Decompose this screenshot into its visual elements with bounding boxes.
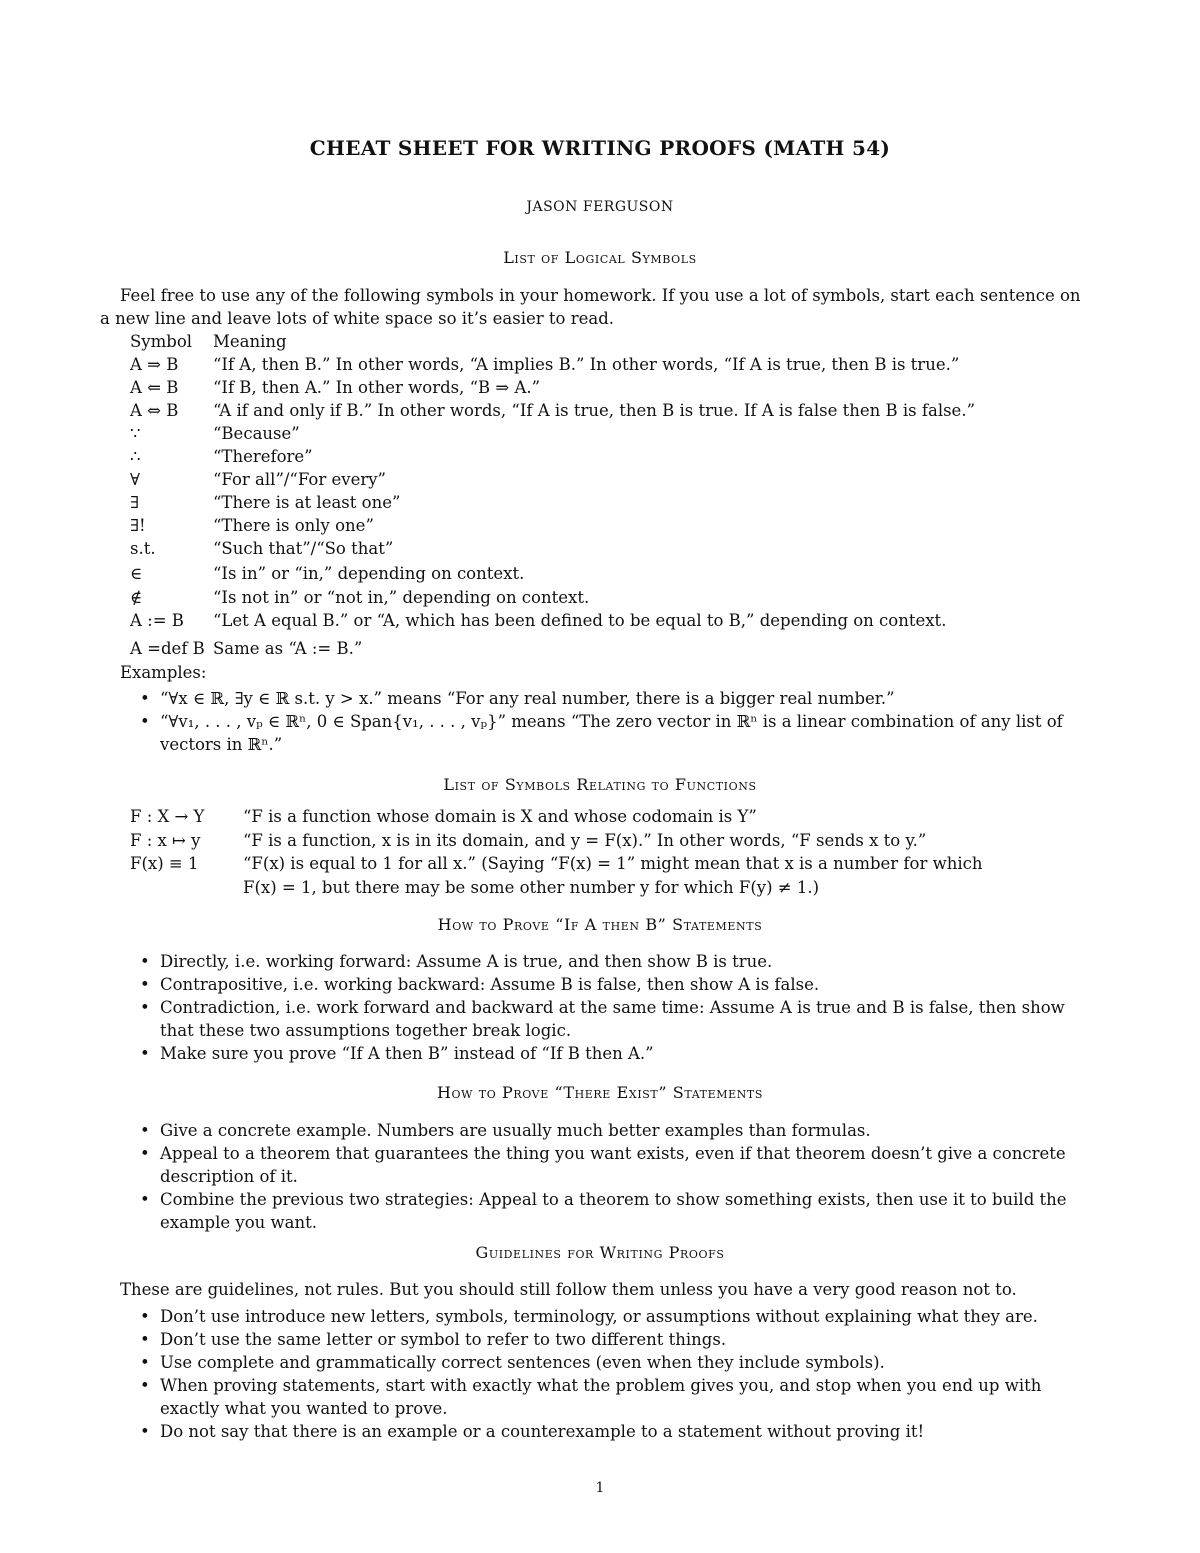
guidelines-intro: These are guidelines, not rules. But you should still follow them unless you have a very good reason not to. [120,1280,1017,1299]
section-heading-guidelines: Guidelines for Writing Proofs [475,1243,725,1262]
meaning-cell: “Therefore” [213,447,313,466]
guidelines-list [130,1305,1102,1443]
page-number: 1 [595,1480,605,1496]
list-item: • Do not say that there is an example or a counterexample to a statement without proving it! [130,1420,1102,1443]
list-item: • Contrapositive, i.e. working backward: Assume B is false, then show A is false. [130,973,1102,996]
list-item: • When proving statements, start with exactly what the problem gives you, and stop when you end up with exactly what you wanted to prove. [130,1374,1102,1420]
meaning-cell: “Such that”/“So that” [213,539,394,558]
there-exist-list [130,1119,1102,1234]
list-item: • Give a concrete example. Numbers are usually much better examples than formulas. [130,1119,1102,1142]
symbol-cell: A ⇒ B [130,355,179,374]
meaning-cell: Same as “A := B.” [213,639,363,658]
symbol-cell: A := B [130,611,184,630]
examples-list [130,687,1102,756]
symbol-cell: ∵ [130,424,141,443]
examples-label: Examples: [120,663,207,682]
meaning-cell: “F is a function whose domain is X and whose codomain is Y” [243,807,757,826]
document-title: CHEAT SHEET FOR WRITING PROOFS (MATH 54) [309,136,891,160]
section-heading-if-then: How to Prove “If A then B” Statements [437,915,763,934]
column-header-meaning: Meaning [213,332,287,351]
symbol-cell: A =def B [130,639,205,658]
meaning-cell: “For all”/“For every” [213,470,386,489]
list-item: • Combine the previous two strategies: Appeal to a theorem to show something exists, then use it to build the example you want. [130,1188,1102,1234]
meaning-cell: “There is at least one” [213,493,401,512]
meaning-cell: “A if and only if B.” In other words, “If A is true, then B is true. If A is false then B is false.” [213,401,976,420]
symbol-cell: ∉ [130,588,143,607]
symbol-cell: s.t. [130,539,156,558]
if-then-list [130,950,1102,1065]
meaning-cell: “Is not in” or “not in,” depending on context. [213,588,590,607]
symbol-cell: ∃! [130,516,146,535]
symbol-cell: ∀ [130,470,140,489]
symbol-cell: ∴ [130,447,141,466]
section-heading-there-exist: How to Prove “There Exist” Statements [437,1083,763,1102]
meaning-cell: “If A, then B.” In other words, “A implies B.” In other words, “If A is true, then B is true.” [213,355,960,374]
section-heading-logical-symbols: List of Logical Symbols [503,248,697,267]
meaning-cell: “F(x) is equal to 1 for all x.” (Saying “F(x) = 1” might mean that x is a number for which [243,854,983,873]
meaning-cell: “Because” [213,424,300,443]
symbol-cell: F(x) ≡ 1 [130,854,199,873]
meaning-cell: “If B, then A.” In other words, “B ⇒ A.” [213,378,541,397]
list-item: • Don’t use introduce new letters, symbols, terminology, or assumptions without explaining what they are. [130,1305,1102,1328]
symbol-cell: A ⇔ B [130,401,179,420]
list-item: • Contradiction, i.e. work forward and backward at the same time: Assume A is true and B is false, then show that these two assumptions together break logic. [130,996,1102,1042]
list-item: • “∀v₁, . . . , vₚ ∈ ℝⁿ, 0 ∈ Span{v₁, . . . , vₚ}” means “The zero vector in ℝⁿ is a linear combination of any list of vectors in ℝⁿ.” [130,710,1102,756]
list-item: • Appeal to a theorem that guarantees the thing you want exists, even if that theorem doesn’t give a concrete description of it. [130,1142,1102,1188]
section-heading-functions: List of Symbols Relating to Functions [443,775,757,794]
symbol-cell: F : X → Y [130,807,205,826]
list-item: • Don’t use the same letter or symbol to refer to two different things. [130,1328,1102,1351]
meaning-cell: “There is only one” [213,516,374,535]
list-item: • Make sure you prove “If A then B” instead of “If B then A.” [130,1042,1102,1065]
meaning-cell: “Is in” or “in,” depending on context. [213,564,525,583]
symbol-cell: A ⇐ B [130,378,179,397]
meaning-cell: “Let A equal B.” or “A, which has been defined to be equal to B,” depending on context. [213,611,947,630]
meaning-cell: F(x) = 1, but there may be some other number y for which F(y) ≠ 1.) [243,878,820,897]
symbol-cell: F : x ↦ y [130,831,201,850]
intro-line-1: Feel free to use any of the following symbols in your homework. If you use a lot of symbols, start each sentence on [120,286,1081,305]
list-item: • “∀x ∈ ℝ, ∃y ∈ ℝ s.t. y > x.” means “For any real number, there is a bigger real number.” [130,687,1102,710]
list-item: • Directly, i.e. working forward: Assume A is true, and then show B is true. [130,950,1102,973]
column-header-symbol: Symbol [130,332,193,351]
meaning-cell: “F is a function, x is in its domain, and y = F(x).” In other words, “F sends x to y.” [243,831,927,850]
list-item: • Use complete and grammatically correct sentences (even when they include symbols). [130,1351,1102,1374]
symbol-cell: ∈ [130,564,143,583]
author-name: JASON FERGUSON [526,199,674,215]
intro-line-2: a new line and leave lots of white space so it’s easier to read. [100,309,614,328]
symbol-cell: ∃ [130,493,139,512]
